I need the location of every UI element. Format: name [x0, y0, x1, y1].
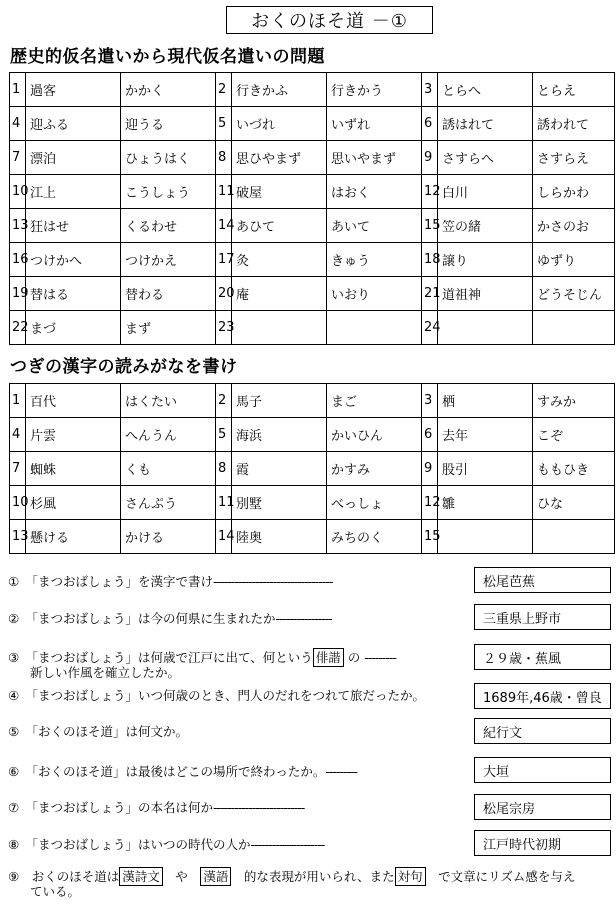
item-number: 22 — [10, 311, 26, 345]
item-number: 12 — [422, 175, 438, 209]
item-word: 誘はれて — [438, 107, 533, 141]
item-number: 12 — [422, 486, 438, 520]
item-number: 6 — [422, 107, 438, 141]
item-word: 漂泊 — [26, 141, 121, 175]
item-answer: はおく — [327, 175, 422, 209]
item-answer: へんうん — [121, 418, 216, 452]
question-8: ⑧ 「まつおばしょう」はいつの時代の人か--------------------- — [8, 837, 325, 852]
item-answer: しらかわ — [533, 175, 615, 209]
item-answer — [327, 311, 422, 345]
reading-table — [9, 383, 615, 554]
item-word: つけかへ — [26, 243, 121, 277]
item-answer: ゆずり — [533, 243, 615, 277]
table-row — [10, 73, 615, 107]
item-word: 道祖神 — [438, 277, 533, 311]
item-word: 雛 — [438, 486, 533, 520]
item-number: 7 — [10, 452, 26, 486]
item-word — [438, 311, 533, 345]
item-answer: まず — [121, 311, 216, 345]
item-word: 譲り — [438, 243, 533, 277]
item-number: 14 — [216, 209, 232, 243]
item-word: 馬子 — [232, 384, 327, 418]
kana-table — [9, 72, 615, 345]
answer-3: ２９歳・蕉風 — [474, 644, 611, 670]
item-word: 狂はせ — [26, 209, 121, 243]
question-4: ④ 「まつおばしょう」いつ何歳のとき、門人のだれをつれて旅だったか。 — [8, 688, 425, 703]
item-word: あひて — [232, 209, 327, 243]
item-answer: かける — [121, 520, 216, 554]
item-word: 替はる — [26, 277, 121, 311]
item-word: 懸ける — [26, 520, 121, 554]
item-number: 11 — [216, 486, 232, 520]
item-answer: 思いやまず — [327, 141, 422, 175]
item-word: さすらへ — [438, 141, 533, 175]
item-word: 破屋 — [232, 175, 327, 209]
item-word: 股引 — [438, 452, 533, 486]
item-answer: つけかえ — [121, 243, 216, 277]
item-number: 10 — [10, 486, 26, 520]
item-answer: くも — [121, 452, 216, 486]
item-word: 別墅 — [232, 486, 327, 520]
table-row — [10, 175, 615, 209]
item-answer: すみか — [533, 384, 615, 418]
item-answer: かすみ — [327, 452, 422, 486]
item-number: 4 — [10, 418, 26, 452]
answer-2: 三重県上野市 — [474, 604, 611, 630]
question-2: ② 「まつおばしょう」は今の何県に生まれたか---------------- — [8, 611, 332, 626]
item-answer: いおり — [327, 277, 422, 311]
answer-4: 1689年,46歳・曾良 — [474, 683, 611, 709]
item-word: 百代 — [26, 384, 121, 418]
item-number: 9 — [422, 452, 438, 486]
item-number: 1 — [10, 73, 26, 107]
item-number: 5 — [216, 107, 232, 141]
item-number: 1 — [10, 384, 26, 418]
item-word: 杉風 — [26, 486, 121, 520]
item-word: 笠の緒 — [438, 209, 533, 243]
item-number: 3 — [422, 384, 438, 418]
item-answer — [533, 520, 615, 554]
item-word: 陸奥 — [232, 520, 327, 554]
table-row — [10, 277, 615, 311]
item-number: 23 — [216, 311, 232, 345]
item-number: 8 — [216, 141, 232, 175]
item-answer: みちのく — [327, 520, 422, 554]
item-answer: 替わる — [121, 277, 216, 311]
item-word: 白川 — [438, 175, 533, 209]
item-number: 18 — [422, 243, 438, 277]
item-word: 蜘蛛 — [26, 452, 121, 486]
table-row — [10, 520, 615, 554]
table-row — [10, 107, 615, 141]
item-answer: こぞ — [533, 418, 615, 452]
item-word: とらへ — [438, 73, 533, 107]
item-word: 海浜 — [232, 418, 327, 452]
item-word: 思ひやまず — [232, 141, 327, 175]
item-word: 過客 — [26, 73, 121, 107]
item-number: 21 — [422, 277, 438, 311]
item-word — [438, 520, 533, 554]
item-number: 16 — [10, 243, 26, 277]
item-number: 2 — [216, 73, 232, 107]
boxed-term: 漢語 — [200, 867, 231, 886]
boxed-term: 対句 — [395, 867, 426, 886]
item-number: 9 — [422, 141, 438, 175]
item-number: 11 — [216, 175, 232, 209]
page-title: おくのほそ道 －① — [226, 6, 433, 34]
item-answer: こうしょう — [121, 175, 216, 209]
table-row — [10, 384, 615, 418]
item-answer: どうそじん — [533, 277, 615, 311]
item-answer: 行きかう — [327, 73, 422, 107]
question-6: ⑥ 「おくのほそ道」は最後はどこの場所で終わったか。--------- — [8, 764, 357, 779]
item-answer: かさのお — [533, 209, 615, 243]
item-number: 20 — [216, 277, 232, 311]
item-word — [232, 311, 327, 345]
item-number: 14 — [216, 520, 232, 554]
table-row — [10, 209, 615, 243]
answer-1: 松尾芭蕉 — [474, 567, 611, 593]
item-word: 迎ふる — [26, 107, 121, 141]
table-row — [10, 141, 615, 175]
section2-heading: つぎの漢字の読みがなを書け — [10, 357, 238, 377]
item-number: 15 — [422, 209, 438, 243]
table-row — [10, 486, 615, 520]
item-answer: まご — [327, 384, 422, 418]
table-row — [10, 311, 615, 345]
item-word: 江上 — [26, 175, 121, 209]
table-row — [10, 243, 615, 277]
question-7: ⑦ 「まつおばしょう」の本名は何か-------------------------- — [8, 800, 305, 815]
item-word: 行きかふ — [232, 73, 327, 107]
item-number: 6 — [422, 418, 438, 452]
item-answer: ひな — [533, 486, 615, 520]
item-number: 8 — [216, 452, 232, 486]
item-number: 13 — [10, 520, 26, 554]
section1-heading: 歴史的仮名遣いから現代仮名遣いの問題 — [10, 47, 325, 67]
item-answer: ひょうはく — [121, 141, 216, 175]
boxed-term: 俳諧 — [313, 648, 344, 667]
question-3: ③ 「まつおばしょう」は何歳で江戸に出て、何という 俳諧 の --------- 新しい作風を確立したか。 — [8, 650, 396, 680]
item-number: 5 — [216, 418, 232, 452]
item-word: いづれ — [232, 107, 327, 141]
item-number: 3 — [422, 73, 438, 107]
boxed-term: 漢詩文 — [119, 867, 163, 886]
item-answer: はくたい — [121, 384, 216, 418]
item-word: 去年 — [438, 418, 533, 452]
question-1: ① 「まつおばしょう」を漢字で書け---------------------------------- — [8, 574, 333, 589]
item-answer: 迎うる — [121, 107, 216, 141]
item-word: 庵 — [232, 277, 327, 311]
item-number: 7 — [10, 141, 26, 175]
table-row — [10, 452, 615, 486]
item-number: 19 — [10, 277, 26, 311]
item-word: 霞 — [232, 452, 327, 486]
item-word: 片雲 — [26, 418, 121, 452]
item-number: 2 — [216, 384, 232, 418]
item-answer: とらえ — [533, 73, 615, 107]
item-number: 17 — [216, 243, 232, 277]
item-answer: くるわせ — [121, 209, 216, 243]
item-number: 4 — [10, 107, 26, 141]
answer-6: 大垣 — [474, 757, 611, 783]
item-word: 灸 — [232, 243, 327, 277]
item-number: 13 — [10, 209, 26, 243]
answer-8: 江戸時代初期 — [474, 830, 611, 856]
item-word: まづ — [26, 311, 121, 345]
table-row — [10, 418, 615, 452]
item-number: 15 — [422, 520, 438, 554]
item-word: 栖 — [438, 384, 533, 418]
item-number: 10 — [10, 175, 26, 209]
item-answer — [533, 311, 615, 345]
answer-7: 松尾宗房 — [474, 794, 611, 820]
item-answer: かいひん — [327, 418, 422, 452]
answer-5: 紀行文 — [474, 718, 611, 744]
item-answer: きゅう — [327, 243, 422, 277]
item-answer: ももひき — [533, 452, 615, 486]
item-answer: べっしょ — [327, 486, 422, 520]
item-answer: 誘われて — [533, 107, 615, 141]
item-answer: さんぷう — [121, 486, 216, 520]
question-9: ⑨ おくのほそ道は 漢詩文 や 漢語 的な表現が用いられ、また 対句 で文章にリズム感を与え ている。 — [8, 869, 576, 899]
question-5: ⑤ 「おくのほそ道」は何文か。 — [8, 724, 188, 739]
item-answer: いずれ — [327, 107, 422, 141]
item-answer: かかく — [121, 73, 216, 107]
item-number: 24 — [422, 311, 438, 345]
item-answer: さすらえ — [533, 141, 615, 175]
item-answer: あいて — [327, 209, 422, 243]
